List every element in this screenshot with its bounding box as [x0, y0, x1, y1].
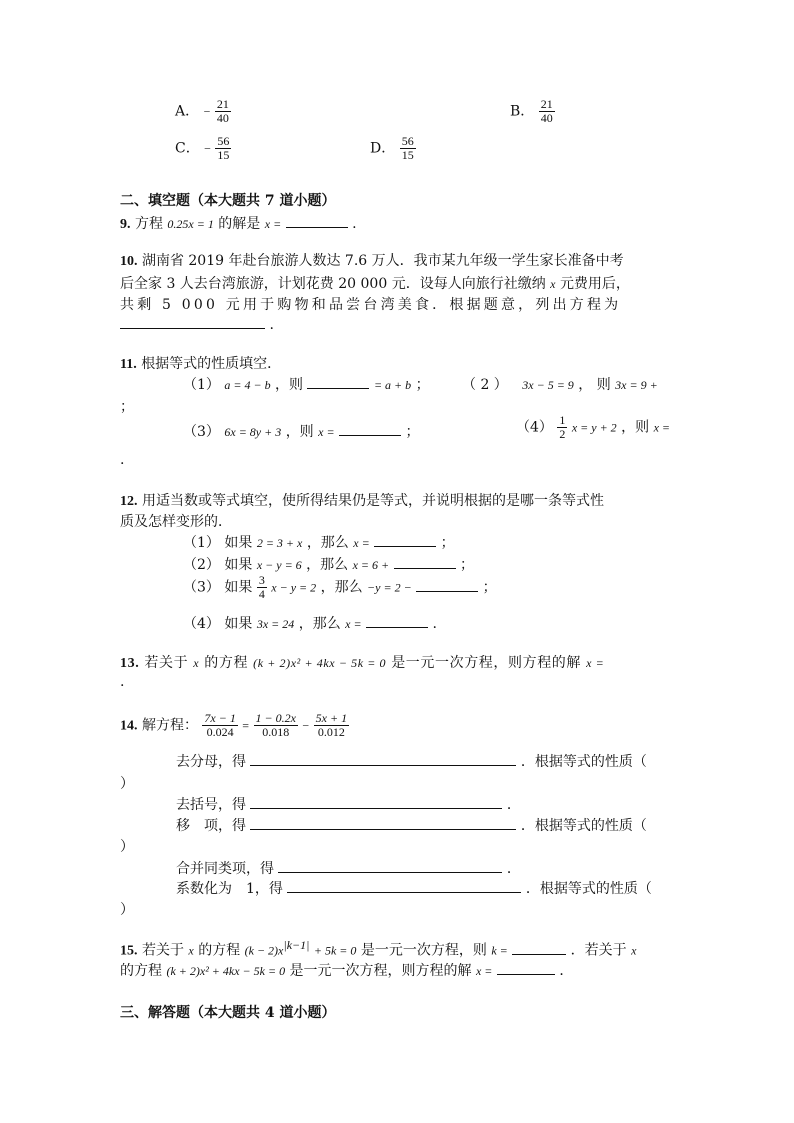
q11-p1-label: （1）	[183, 377, 220, 393]
q11-p2-end: ；	[120, 399, 134, 415]
q14-f2-numerator: 1 − 0.2x	[255, 711, 296, 725]
q14-step3-close	[120, 836, 134, 856]
q12-p3-var: −y = 2 −	[367, 580, 412, 595]
q15-v3: x	[631, 943, 637, 958]
q14-minus: −	[302, 718, 310, 733]
option-a-label: A．	[175, 103, 200, 120]
q13-number: 13.	[120, 656, 140, 671]
q11-p1-mid: ，则	[275, 377, 304, 393]
q11-p1-rhs: = a + b	[373, 378, 412, 392]
q14-f2-denominator: 0.018	[262, 725, 290, 739]
option-c-sign: −	[204, 141, 211, 156]
q12-p2-blank[interactable]	[394, 555, 456, 569]
q14-fraction1	[202, 712, 237, 739]
q12-p1-mid: ，那么	[306, 535, 349, 551]
q12-p2-mid: ，那么	[306, 557, 349, 573]
q14-number: 14.	[120, 718, 138, 734]
q14-s3-blank[interactable]	[250, 816, 516, 830]
q15-v2: k =	[491, 943, 508, 958]
q12-p2-text: 如果	[224, 557, 253, 573]
q12-line1: 用适当数或等式填空，使所得结果仍是等式，并说明根据的是哪一条等式性	[141, 493, 604, 509]
q14-step5	[176, 878, 652, 898]
option-d	[370, 135, 416, 162]
option-d-label: D．	[370, 140, 396, 157]
q14-fraction3	[314, 712, 349, 739]
q11-p1-end: ；	[415, 377, 430, 393]
q14-fraction2	[254, 712, 298, 739]
q11-p2-eq: 3x − 5 = 9	[522, 378, 574, 392]
q12-p3-denominator: 4	[258, 587, 265, 601]
q11-intro: 根据等式的性质填空．	[141, 356, 282, 372]
q11-p2-rhs: 3x = 9 +	[615, 378, 658, 392]
q15-t4: ．若关于	[570, 942, 627, 959]
q12-p3-eq: x − y = 2	[271, 580, 317, 595]
question-12-line1	[120, 490, 604, 510]
q12-p4-text: 如果	[224, 616, 253, 632]
q9-var: x =	[264, 217, 282, 231]
q14-f1-numerator: 7x − 1	[204, 711, 236, 725]
q12-p4-label: （4）	[183, 616, 220, 632]
q15-number: 15.	[120, 943, 138, 959]
q11-part2	[462, 374, 658, 394]
option-d-fraction	[400, 135, 416, 162]
section3-heading: 三、解答题（本大题共 4 道小题）	[120, 1005, 336, 1021]
option-c-label: C．	[175, 140, 200, 157]
q12-part3	[183, 574, 497, 601]
q11-p2-label: （ 2 ）	[462, 377, 508, 393]
option-d-numerator: 56	[401, 134, 414, 148]
q14-f3-numerator: 5x + 1	[315, 711, 348, 725]
q12-p2-label: （2）	[183, 557, 220, 573]
q14-step4	[176, 858, 521, 878]
q14-text: 解方程：	[141, 717, 198, 734]
q10-line2a: 后全家 3 人去台湾旅游，计划花费 20 000 元．设每人向旅行社缴纳	[120, 276, 546, 292]
q11-part2-end	[120, 396, 134, 416]
q11-part3	[183, 421, 419, 441]
q14-f1-denominator: 0.024	[206, 725, 234, 739]
q11-p4-var: x =	[653, 420, 671, 435]
q10-line3: 共剩 5 000 元用于购物和品尝台湾美食．根据题意，列出方程为	[120, 297, 622, 313]
q12-p3-blank[interactable]	[416, 578, 478, 592]
q11-p4-numerator: 1	[559, 413, 566, 427]
q13-text2: 的方程	[204, 655, 249, 671]
question-9	[120, 213, 357, 233]
question-15-line1	[120, 938, 636, 960]
option-c	[175, 135, 231, 162]
q9-answer-blank[interactable]	[286, 214, 348, 228]
q13-text3: 是一元一次方程，则方程的解	[391, 655, 582, 671]
q12-part4	[183, 613, 437, 633]
option-c-denominator: 15	[217, 148, 230, 162]
q11-p1-eq: a = 4 − b	[224, 378, 271, 392]
q15-t5: 的方程	[120, 963, 162, 979]
q12-part2	[183, 554, 474, 574]
q9-text2: 的解是	[218, 216, 261, 232]
q9-text1: 方程	[134, 216, 163, 232]
section2-heading: 二、填空题（本大题共 7 道小题）	[120, 193, 336, 209]
q14-s4-blank[interactable]	[278, 859, 502, 873]
q11-p3-blank[interactable]	[339, 422, 401, 436]
option-c-fraction	[215, 135, 231, 162]
q12-part1	[183, 532, 455, 552]
q14-s5-close: ）	[120, 902, 134, 918]
q10-number: 10.	[120, 254, 138, 269]
q15-t6: 是一元一次方程，则方程的解	[289, 963, 472, 979]
q11-p4-denominator: 2	[559, 427, 566, 441]
q14-s1-label: 去分母，得	[176, 754, 246, 770]
q11-p4-label: （4）	[516, 419, 553, 436]
q12-p2-var: x = 6 +	[352, 558, 390, 572]
q13-text1: 若关于	[144, 655, 189, 671]
question-10-line2	[120, 273, 630, 293]
q14-s5-blank[interactable]	[287, 879, 521, 893]
q15-eq1b: + 5k = 0	[313, 943, 357, 958]
q13-eq: (k + 2)x² + 4kx − 5k = 0	[253, 656, 387, 670]
q15-eq1: (k − 2)x	[244, 943, 284, 958]
q15-blank1[interactable]	[512, 941, 566, 955]
q15-end: ．	[559, 963, 574, 979]
q9-number: 9.	[120, 217, 131, 232]
question-15-line2	[120, 960, 573, 980]
q14-step3	[176, 815, 647, 835]
q14-s2-end: ．	[506, 797, 521, 813]
q14-s2-label: 去括号，得	[176, 797, 246, 813]
q12-p3-text: 如果	[224, 579, 253, 596]
q15-v1: x	[188, 943, 194, 958]
question-14	[120, 712, 349, 739]
q12-p1-var: x =	[353, 536, 370, 550]
q12-p3-fraction	[257, 574, 267, 601]
q14-s3-close: ）	[120, 839, 134, 855]
q12-p1-end: ；	[440, 535, 455, 551]
q14-equals: =	[242, 718, 250, 733]
option-a	[175, 98, 231, 125]
q14-s4-label: 合并同类项，得	[176, 861, 274, 877]
q11-part4	[516, 414, 670, 441]
q14-s3-label: 移 项，得	[176, 818, 246, 834]
q11-number: 11.	[120, 357, 137, 372]
q9-end: .	[352, 216, 357, 232]
q15-t3: 是一元一次方程，则	[360, 942, 487, 959]
q15-t1: 若关于	[141, 942, 184, 959]
q12-p2-eq: x − y = 6	[256, 558, 302, 572]
q11-p4-fraction	[557, 414, 567, 441]
q11-part4-end	[120, 452, 124, 468]
q15-exponent: |k−1|	[283, 938, 310, 952]
option-b-fraction	[539, 98, 555, 125]
q11-p4-mid: ，则	[621, 419, 650, 436]
q12-p4-end: .	[432, 616, 437, 632]
q10-answer-blank[interactable]	[120, 315, 265, 329]
q14-step1	[176, 751, 647, 771]
q11-p3-eq: 6x = 8y + 3	[224, 425, 282, 439]
q10-line2b: 元费用后，	[559, 276, 630, 292]
q12-p1-eq: 2 = 3 + x	[256, 536, 303, 550]
q14-s4-end: ．	[506, 861, 521, 877]
q14-step1-close	[120, 773, 134, 793]
q14-s2-blank[interactable]	[250, 795, 502, 809]
q9-equation: 0.25x = 1	[167, 217, 214, 231]
q12-p4-var: x =	[345, 617, 362, 631]
q13-end: .	[120, 674, 125, 690]
q10-var: x	[550, 277, 556, 291]
q13-var2: x =	[586, 656, 605, 670]
question-13	[120, 652, 604, 672]
q14-step5-close	[120, 899, 134, 919]
q10-end: .	[269, 317, 274, 333]
option-b	[510, 98, 555, 125]
option-c-numerator: 56	[217, 134, 230, 148]
q14-s3-end: ．根据等式的性质（	[520, 818, 647, 834]
option-b-denominator: 40	[540, 111, 553, 125]
q12-p3-numerator: 3	[258, 573, 265, 587]
q12-p3-end: ；	[482, 579, 497, 596]
q11-part1	[183, 374, 430, 394]
q11-p2-mid: ， 则	[578, 377, 611, 393]
q11-p4-eq: x = y + 2	[571, 420, 617, 435]
q12-p1-label: （1）	[183, 535, 220, 551]
q15-t2: 的方程	[198, 942, 241, 959]
q14-s1-end: ．根据等式的性质（	[520, 754, 647, 770]
q14-s1-blank[interactable]	[250, 752, 516, 766]
q14-s1-close: ）	[120, 776, 134, 792]
q13-var: x	[193, 656, 200, 670]
option-d-denominator: 15	[401, 148, 414, 162]
option-b-label: B．	[510, 103, 535, 120]
q11-p3-var: x =	[318, 425, 335, 439]
question-10-line4	[120, 315, 274, 333]
q11-p3-end: ；	[405, 424, 420, 440]
option-b-numerator: 21	[540, 97, 553, 111]
option-a-numerator: 21	[216, 97, 229, 111]
q15-eq2: (k + 2)x² + 4kx − 5k = 0	[166, 964, 286, 978]
question-11-intro	[120, 353, 281, 373]
option-a-sign: −	[203, 104, 211, 119]
q12-p3-mid: ，那么	[320, 579, 363, 596]
question-10-line3	[120, 294, 621, 314]
q14-s5-end: ．根据等式的性质（	[525, 881, 652, 897]
q12-line2: 质及怎样变形的．	[120, 514, 232, 530]
q11-p1-blank[interactable]	[307, 375, 369, 389]
q14-f3-denominator: 0.012	[317, 725, 345, 739]
question-10-line1	[120, 250, 624, 270]
question-13-end	[120, 674, 124, 690]
q15-v4: x =	[475, 964, 493, 978]
option-a-fraction	[215, 98, 231, 125]
q11-p3-mid: ，则	[285, 424, 314, 440]
question-12-line2	[120, 511, 232, 531]
q12-p1-text: 如果	[224, 535, 253, 551]
q11-p4-end: .	[120, 452, 125, 468]
q10-line1: 湖南省 2019 年赴台旅游人数达 7.6 万人．我市某九年级一学生家长准备中考	[141, 253, 624, 269]
q12-p1-blank[interactable]	[374, 533, 436, 547]
q14-step2	[176, 794, 521, 814]
q12-p2-end: ；	[460, 557, 475, 573]
q12-number: 12.	[120, 494, 138, 509]
option-a-denominator: 40	[216, 111, 229, 125]
q15-blank2[interactable]	[497, 961, 555, 975]
q12-p4-blank[interactable]	[366, 614, 428, 628]
q11-p3-label: （3）	[183, 424, 220, 440]
q14-s5-label: 系数化为 1，得	[176, 881, 283, 897]
q12-p4-eq: 3x = 24	[256, 617, 295, 631]
q12-p3-label: （3）	[183, 579, 220, 596]
q12-p4-mid: ，那么	[298, 616, 341, 632]
